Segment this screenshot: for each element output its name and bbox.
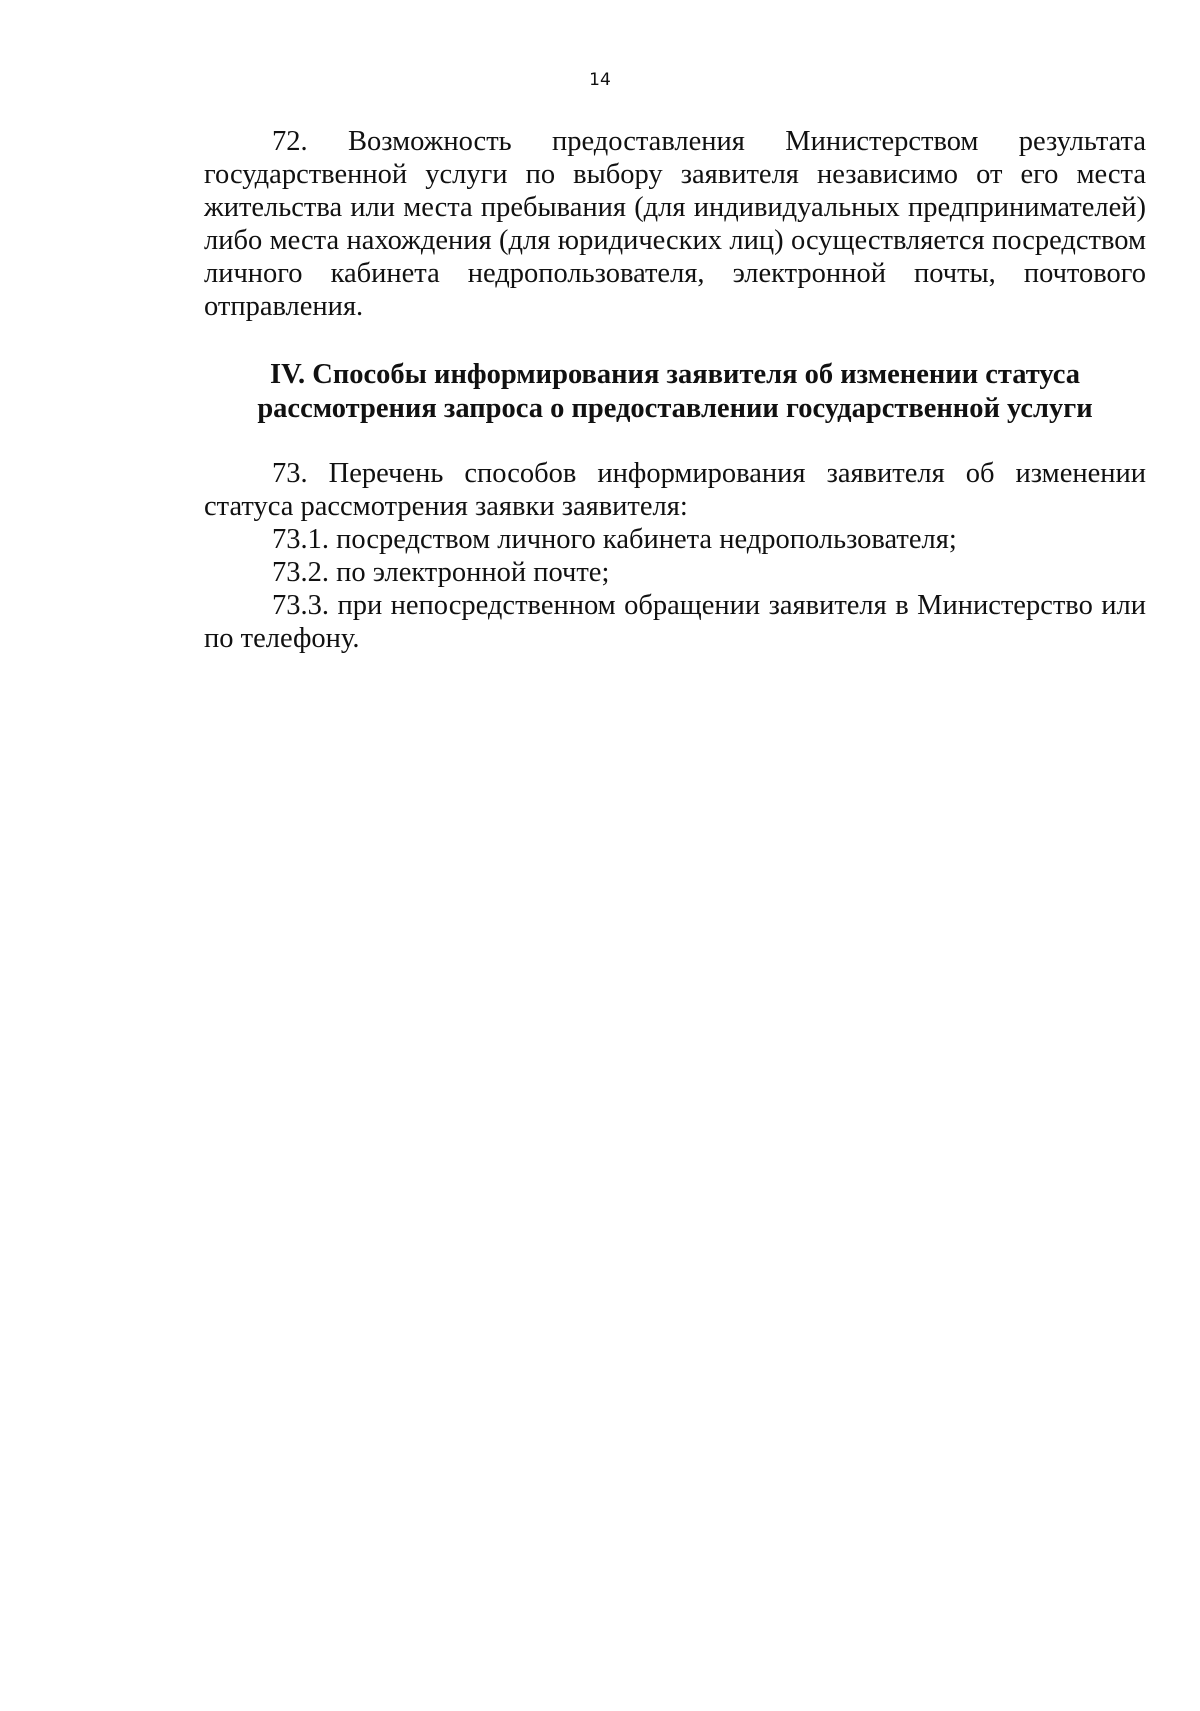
document-body <box>204 125 1146 655</box>
page-number: 14 <box>589 70 611 90</box>
paragraph-72: 72. Возможность предоставления Министерством результата государственной услуги по выбору заявителя независимо от его места жительства или места пребывания (для индивидуальных предпринимателей) либо места нахождения (для юридических лиц) осуществляется посредством личного кабинета недропользователя, электронной почты, почтового отправления. <box>204 126 1146 322</box>
section-heading <box>204 358 1146 426</box>
list-item-73-3: 73.3. при непосредственном обращении заявителя в Министерство или по телефону. <box>204 590 1146 654</box>
list-item-73-2: 73.2. по электронной почте; <box>272 557 610 588</box>
section-heading-line-1: IV. Способы информирования заявителя об изменении статуса <box>270 359 1080 390</box>
list-item-73-1: 73.1. посредством личного кабинета недропользователя; <box>272 524 957 555</box>
paragraph-73: 73. Перечень способов информирования заявителя об изменении статуса рассмотрения заявки заявителя: <box>204 458 1146 522</box>
section-heading-line-2: рассмотрения запроса о предоставлении государственной услуги <box>257 393 1093 424</box>
